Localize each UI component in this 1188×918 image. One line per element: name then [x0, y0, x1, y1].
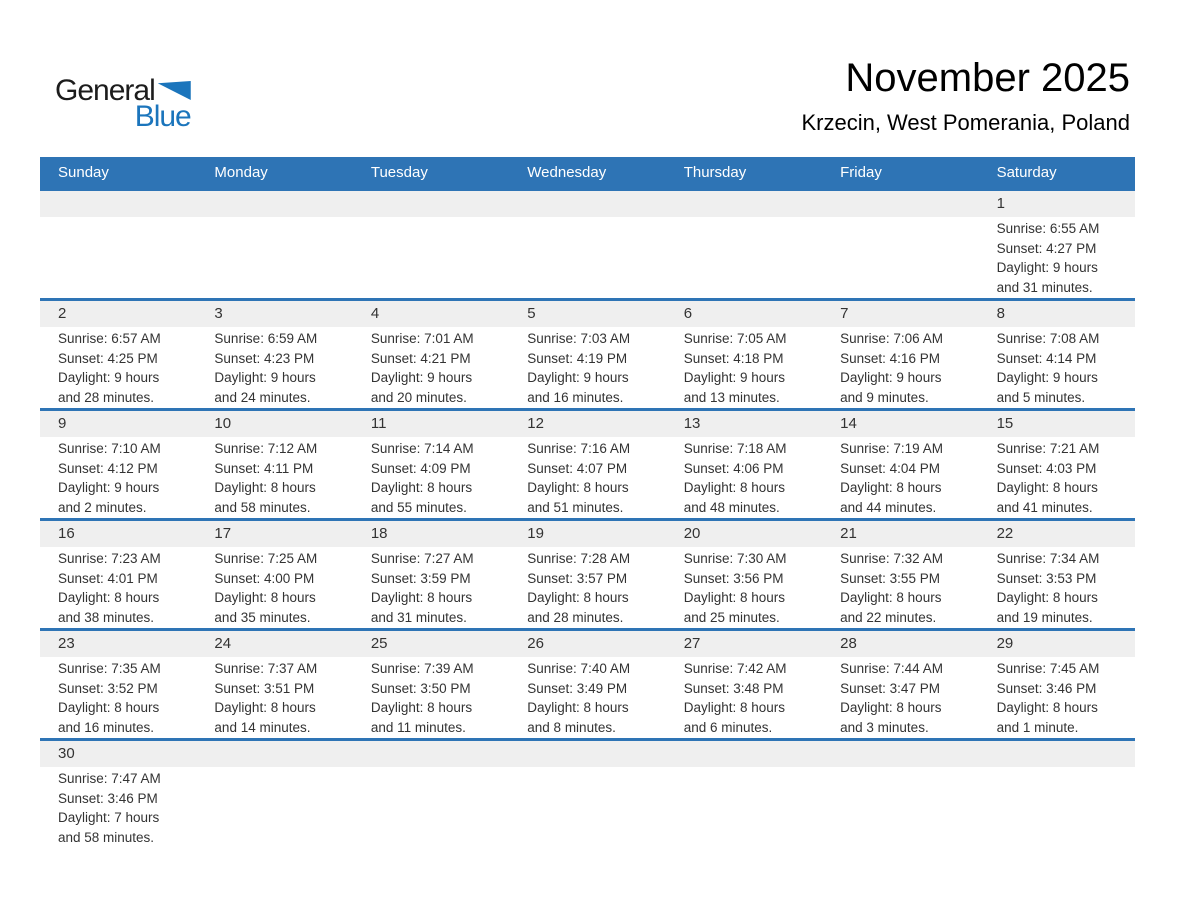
day-cell: [979, 411, 1135, 518]
day-info: [684, 327, 818, 407]
day-info-line: Sunset: 3:50 PM: [370, 680, 471, 696]
day-cell: [509, 741, 665, 850]
day-number: 11: [370, 415, 387, 432]
day-cell: [196, 741, 352, 850]
day-info-line: Sunrise: 7:05 AM: [683, 331, 787, 346]
day-info-line: Daylight: 8 hours: [527, 700, 629, 715]
day-info-line: Sunrise: 7:12 AM: [214, 441, 318, 456]
day-info-line: and 58 minutes.: [58, 829, 155, 845]
day-cell: [196, 521, 352, 628]
day-info: [58, 191, 192, 193]
day-info: [997, 437, 1131, 517]
day-number: 22: [996, 525, 1014, 542]
calendar-week-row: [40, 738, 1135, 850]
day-info: [840, 191, 974, 193]
day-info-line: Sunset: 4:23 PM: [214, 350, 315, 366]
day-info-line: Sunset: 4:25 PM: [58, 350, 158, 366]
day-info: [527, 327, 661, 407]
day-cell: [822, 411, 978, 518]
day-info-line: and 9 minutes.: [840, 389, 929, 405]
day-number: 5: [527, 305, 536, 322]
day-info: [840, 657, 974, 737]
day-info-line: and 31 minutes.: [370, 609, 467, 625]
day-info: [840, 547, 974, 627]
day-info-line: Sunset: 3:59 PM: [370, 570, 471, 586]
day-cell: [822, 631, 978, 738]
day-cell: [509, 301, 665, 408]
day-info: [997, 657, 1131, 737]
day-info-line: Daylight: 8 hours: [370, 480, 473, 495]
day-info: [997, 741, 1131, 743]
day-info-line: Daylight: 8 hours: [370, 590, 473, 605]
day-info-line: Sunrise: 7:27 AM: [370, 551, 474, 566]
day-info-line: Sunrise: 7:39 AM: [370, 661, 474, 676]
day-info-line: and 58 minutes.: [214, 499, 311, 515]
calendar-table: [40, 157, 1135, 850]
day-info-line: and 28 minutes.: [527, 609, 624, 625]
day-info-line: Sunrise: 7:23 AM: [58, 551, 161, 566]
day-info-line: Sunrise: 7:42 AM: [683, 661, 787, 676]
calendar-week-row: [40, 518, 1135, 628]
day-info: [527, 657, 661, 737]
weekday-header-wednesday: Wednesday: [527, 164, 607, 181]
day-info-line: Sunrise: 7:32 AM: [840, 551, 943, 566]
day-number: 12: [527, 415, 544, 432]
day-number: 8: [996, 305, 1005, 322]
weekday-header-saturday: Saturday: [996, 164, 1057, 181]
day-info-line: Sunset: 3:52 PM: [58, 680, 158, 696]
day-info-line: Sunset: 3:49 PM: [527, 680, 628, 696]
day-info: [840, 327, 974, 407]
calendar-week-row: [40, 298, 1135, 408]
weekday-header-friday: Friday: [840, 164, 882, 181]
day-info-line: Sunset: 4:00 PM: [214, 570, 315, 586]
day-cell: [40, 301, 196, 408]
day-info-line: and 31 minutes.: [996, 279, 1093, 295]
day-info-line: Sunset: 3:53 PM: [996, 570, 1097, 586]
day-info-line: Sunrise: 7:35 AM: [58, 661, 161, 676]
day-cell: [822, 301, 978, 408]
weekday-header-thursday: Thursday: [683, 164, 747, 181]
day-info-line: Sunrise: 6:55 AM: [996, 221, 1100, 236]
day-info-line: Daylight: 8 hours: [214, 590, 316, 605]
day-number: 10: [214, 415, 232, 432]
day-info-line: Sunrise: 7:37 AM: [214, 661, 318, 676]
calendar-grid: [40, 188, 1135, 850]
day-info-line: Daylight: 8 hours: [840, 590, 942, 605]
day-cell: [666, 411, 822, 518]
day-info-line: Daylight: 8 hours: [840, 700, 942, 715]
day-info: [58, 327, 192, 407]
day-number: 27: [683, 635, 701, 652]
general-blue-logo: [55, 74, 191, 133]
day-info-line: Daylight: 8 hours: [996, 590, 1098, 605]
day-info-line: and 24 minutes.: [214, 389, 311, 405]
day-info: [214, 327, 348, 407]
day-info-line: Sunrise: 7:28 AM: [527, 551, 631, 566]
day-info-line: Sunset: 4:01 PM: [58, 570, 158, 586]
day-info-line: Daylight: 8 hours: [996, 700, 1098, 715]
day-info-line: Daylight: 9 hours: [370, 370, 473, 385]
weekday-header-tuesday: Tuesday: [370, 164, 428, 181]
day-cell: [353, 411, 509, 518]
day-cell: [666, 521, 822, 628]
day-info-line: and 2 minutes.: [58, 499, 147, 515]
day-info-line: Sunset: 3:47 PM: [840, 680, 940, 696]
day-info: [371, 437, 505, 517]
day-cell: [353, 301, 509, 408]
day-info-line: Daylight: 8 hours: [683, 700, 786, 715]
day-info-line: and 16 minutes.: [58, 719, 155, 735]
day-info-line: and 3 minutes.: [840, 719, 929, 735]
day-info-line: and 8 minutes.: [527, 719, 616, 735]
day-info-line: Sunset: 4:03 PM: [996, 460, 1097, 476]
day-cell: [979, 631, 1135, 738]
day-info: [997, 217, 1131, 297]
day-number: 16: [58, 525, 75, 542]
day-info: [840, 437, 974, 517]
day-info-line: Sunrise: 7:47 AM: [58, 771, 161, 786]
day-info: [840, 741, 974, 743]
day-info: [214, 741, 348, 743]
day-info: [371, 327, 505, 407]
day-info: [527, 547, 661, 627]
day-info-line: Daylight: 8 hours: [683, 590, 786, 605]
day-info-line: and 28 minutes.: [58, 389, 155, 405]
day-info-line: Sunrise: 7:03 AM: [527, 331, 631, 346]
day-number: 7: [840, 305, 849, 322]
day-info-line: Sunset: 4:12 PM: [58, 460, 158, 476]
day-info-line: Sunset: 3:55 PM: [840, 570, 940, 586]
day-info-line: Sunset: 3:57 PM: [527, 570, 628, 586]
day-info-line: Daylight: 8 hours: [370, 700, 473, 715]
day-cell: [509, 521, 665, 628]
day-info-line: Daylight: 8 hours: [996, 480, 1098, 495]
day-info-line: and 20 minutes.: [370, 389, 467, 405]
day-cell: [979, 521, 1135, 628]
day-cell: [979, 301, 1135, 408]
day-info-line: Sunrise: 6:59 AM: [214, 331, 318, 346]
day-info-line: and 51 minutes.: [527, 499, 624, 515]
day-info-line: Daylight: 7 hours: [58, 810, 160, 825]
day-info: [997, 547, 1131, 627]
day-cell: [509, 411, 665, 518]
logo-word-general: General: [55, 74, 155, 107]
day-info-line: and 13 minutes.: [683, 389, 780, 405]
day-info-line: and 38 minutes.: [58, 609, 155, 625]
weekday-header-monday: Monday: [214, 164, 268, 181]
day-info-line: and 48 minutes.: [683, 499, 780, 515]
day-number: 9: [58, 415, 67, 432]
day-info-line: Sunrise: 7:21 AM: [996, 441, 1100, 456]
day-info-line: and 22 minutes.: [840, 609, 937, 625]
day-cell: [979, 191, 1135, 298]
day-info: [527, 741, 661, 743]
day-info-line: Daylight: 9 hours: [996, 260, 1098, 275]
day-info-line: Sunset: 4:19 PM: [527, 350, 628, 366]
day-info-line: Sunrise: 7:08 AM: [996, 331, 1100, 346]
day-cell: [509, 191, 665, 298]
day-info-line: and 14 minutes.: [214, 719, 311, 735]
day-number: 17: [214, 525, 232, 542]
day-info-line: Sunset: 4:11 PM: [214, 460, 314, 476]
day-info-line: Sunrise: 7:25 AM: [214, 551, 318, 566]
day-number: 26: [527, 635, 544, 652]
day-info-line: Daylight: 9 hours: [58, 370, 160, 385]
day-info: [371, 741, 505, 743]
day-cell: [353, 191, 509, 298]
day-info-line: Daylight: 8 hours: [840, 480, 942, 495]
day-info: [58, 767, 192, 847]
day-info-line: and 55 minutes.: [370, 499, 467, 515]
day-info-line: Daylight: 9 hours: [996, 370, 1098, 385]
day-info: [58, 657, 192, 737]
day-info-line: and 5 minutes.: [996, 389, 1086, 405]
day-info-line: Sunrise: 7:16 AM: [527, 441, 631, 456]
day-info: [997, 327, 1131, 407]
day-number: 23: [58, 635, 75, 652]
day-number: 21: [840, 525, 857, 542]
day-info-line: Sunrise: 7:30 AM: [683, 551, 787, 566]
day-info-line: and 19 minutes.: [996, 609, 1093, 625]
day-info-line: Sunset: 3:46 PM: [58, 790, 158, 806]
calendar-week-row: [40, 628, 1135, 738]
day-number: 29: [996, 635, 1014, 652]
day-info-line: Sunset: 3:48 PM: [683, 680, 784, 696]
day-cell: [353, 741, 509, 850]
day-info-line: Sunset: 4:16 PM: [840, 350, 940, 366]
day-info-line: Sunset: 4:18 PM: [683, 350, 784, 366]
day-cell: [40, 191, 196, 298]
day-number: 1: [996, 195, 1005, 212]
day-info-line: Sunset: 4:21 PM: [370, 350, 471, 366]
day-info-line: and 16 minutes.: [527, 389, 624, 405]
day-info-line: Sunset: 4:04 PM: [840, 460, 940, 476]
day-number: 2: [58, 305, 67, 322]
logo-word-blue: Blue: [134, 100, 191, 133]
day-cell: [353, 521, 509, 628]
weekday-header-row: [40, 157, 1135, 188]
day-cell: [509, 631, 665, 738]
day-cell: [196, 631, 352, 738]
day-number: 15: [996, 415, 1014, 432]
day-info-line: Sunrise: 7:06 AM: [840, 331, 943, 346]
day-cell: [666, 301, 822, 408]
day-info-line: Daylight: 8 hours: [527, 590, 629, 605]
day-info-line: Sunrise: 7:45 AM: [996, 661, 1100, 676]
day-cell: [40, 631, 196, 738]
day-cell: [40, 411, 196, 518]
day-cell: [666, 191, 822, 298]
day-info: [684, 437, 818, 517]
logo-triangle-icon: [158, 81, 191, 100]
day-info-line: and 35 minutes.: [214, 609, 311, 625]
day-number: 14: [840, 415, 857, 432]
day-cell: [40, 741, 196, 850]
day-cell: [822, 191, 978, 298]
day-info-line: Sunrise: 7:10 AM: [58, 441, 161, 456]
day-info-line: Sunrise: 7:01 AM: [370, 331, 474, 346]
day-cell: [822, 741, 978, 850]
day-number: 20: [683, 525, 701, 542]
day-info-line: Daylight: 9 hours: [840, 370, 942, 385]
day-info-line: Daylight: 8 hours: [683, 480, 786, 495]
day-info-line: Sunset: 3:46 PM: [996, 680, 1097, 696]
day-info-line: and 25 minutes.: [683, 609, 780, 625]
day-info-line: Daylight: 8 hours: [58, 700, 160, 715]
page-title: November 2025: [845, 56, 1130, 100]
day-cell: [822, 521, 978, 628]
day-info-line: Daylight: 9 hours: [58, 480, 160, 495]
day-number: 25: [370, 635, 388, 652]
day-info-line: Sunrise: 7:40 AM: [527, 661, 631, 676]
day-info-line: and 1 minute.: [996, 719, 1079, 735]
day-number: 30: [58, 745, 75, 762]
day-cell: [666, 631, 822, 738]
day-info-line: Sunrise: 7:19 AM: [840, 441, 943, 456]
day-info: [684, 547, 818, 627]
day-info-line: Sunrise: 7:44 AM: [840, 661, 943, 676]
day-number: 24: [214, 635, 232, 652]
day-info-line: Sunset: 4:06 PM: [683, 460, 784, 476]
day-info: [684, 191, 818, 193]
day-info-line: Sunset: 4:14 PM: [996, 350, 1097, 366]
day-info-line: Sunrise: 7:14 AM: [370, 441, 474, 456]
day-info-line: Daylight: 9 hours: [214, 370, 316, 385]
day-info-line: Sunset: 3:56 PM: [683, 570, 784, 586]
day-info-line: and 11 minutes.: [370, 719, 466, 735]
day-info-line: and 44 minutes.: [840, 499, 937, 515]
day-info: [214, 437, 348, 517]
day-cell: [666, 741, 822, 850]
day-info-line: Daylight: 9 hours: [683, 370, 786, 385]
day-info-line: Daylight: 8 hours: [58, 590, 160, 605]
day-info: [214, 547, 348, 627]
day-info-line: Daylight: 8 hours: [214, 480, 316, 495]
day-info-line: Daylight: 8 hours: [214, 700, 316, 715]
day-number: 3: [214, 305, 223, 322]
day-info: [214, 191, 348, 193]
masthead-titles: [801, 56, 1130, 136]
page-subtitle: Krzecin, West Pomerania, Poland: [801, 110, 1130, 135]
day-info: [58, 437, 192, 517]
day-number: 6: [683, 305, 693, 322]
day-cell: [196, 301, 352, 408]
day-info-line: Daylight: 8 hours: [527, 480, 629, 495]
day-cell: [196, 191, 352, 298]
day-info-line: Sunset: 4:09 PM: [370, 460, 471, 476]
calendar-week-row: [40, 188, 1135, 298]
day-number: 4: [370, 305, 380, 322]
day-info: [527, 437, 661, 517]
day-cell: [196, 411, 352, 518]
day-info: [58, 547, 192, 627]
day-cell: [40, 521, 196, 628]
day-info-line: Sunrise: 7:18 AM: [683, 441, 787, 456]
day-info-line: Sunset: 3:51 PM: [214, 680, 315, 696]
weekday-header-sunday: Sunday: [58, 164, 109, 181]
day-info-line: Sunset: 4:07 PM: [527, 460, 628, 476]
day-cell: [353, 631, 509, 738]
day-info: [684, 741, 818, 743]
calendar-week-row: [40, 408, 1135, 518]
day-number: 28: [840, 635, 857, 652]
day-info-line: Sunrise: 6:57 AM: [58, 331, 161, 346]
day-info: [684, 657, 818, 737]
day-info: [371, 657, 505, 737]
day-info: [214, 657, 348, 737]
day-info: [371, 547, 505, 627]
day-info-line: and 41 minutes.: [996, 499, 1093, 515]
day-cell: [979, 741, 1135, 850]
day-number: 18: [370, 525, 388, 542]
day-number: 19: [527, 525, 544, 542]
day-number: 13: [683, 415, 701, 432]
day-info: [527, 191, 661, 193]
day-info-line: Sunset: 4:27 PM: [996, 240, 1097, 256]
day-info-line: and 6 minutes.: [683, 719, 773, 735]
day-info: [371, 191, 505, 193]
day-info-line: Daylight: 9 hours: [527, 370, 629, 385]
day-info-line: Sunrise: 7:34 AM: [996, 551, 1100, 566]
